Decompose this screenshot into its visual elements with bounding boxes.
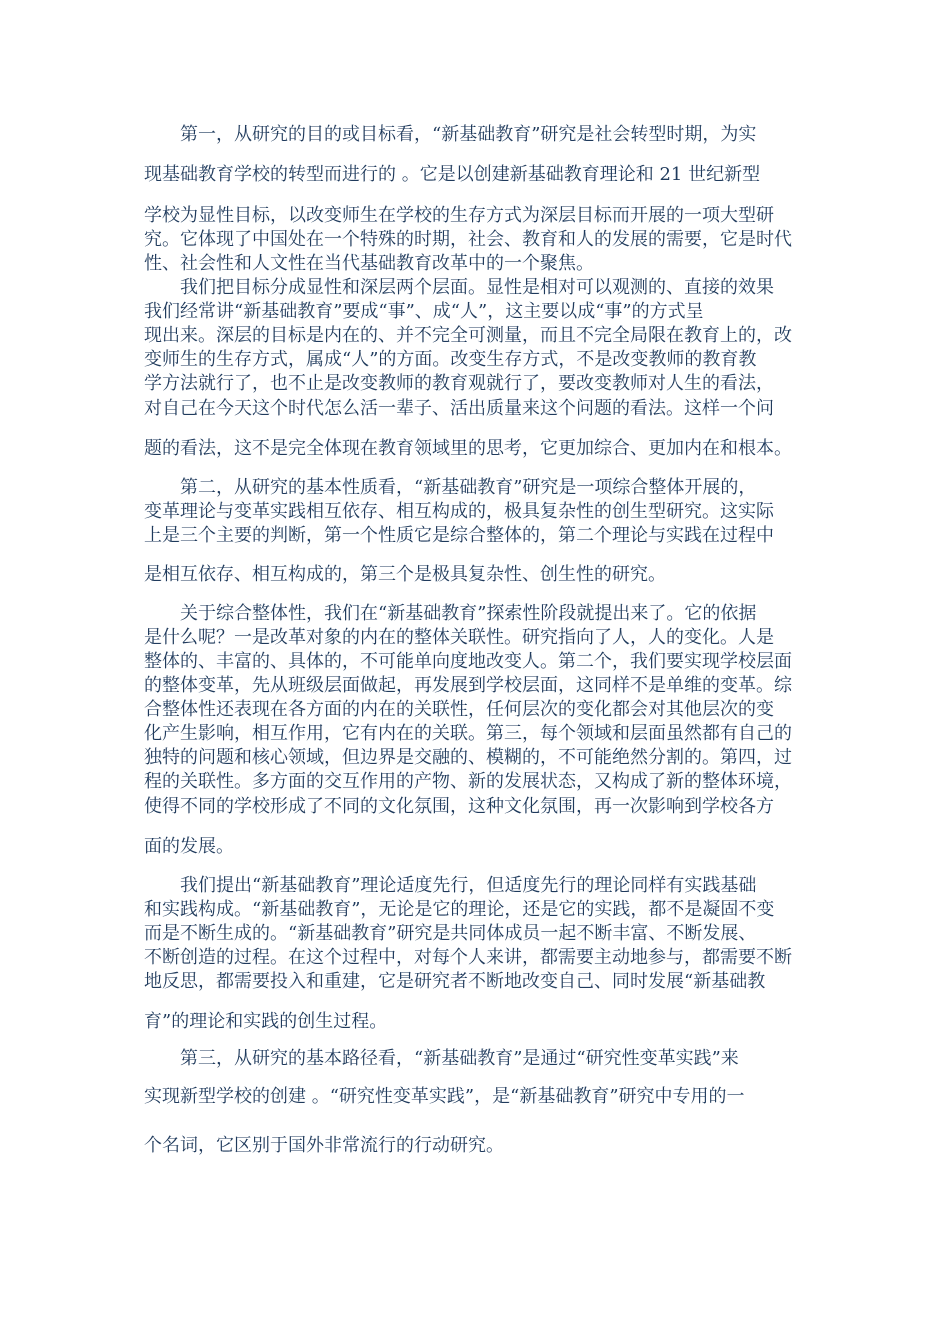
text-line: 个名词，它区别于国外非常流行的行动研究。 — [144, 1135, 504, 1156]
text-line: 关于综合整体性，我们在“新基础教育”探索性阶段就提出来了。它的依据 — [180, 603, 757, 624]
text-line: 地反思，都需要投入和重建，它是研究者不断地改变自己、同时发展“新基础教 — [144, 971, 766, 992]
text-line: 使得不同的学校形成了不同的文化氛围，这种文化氛围，再一次影响到学校各方 — [144, 796, 774, 817]
text-line: 不断创造的过程。在这个过程中，对每个人来讲，都需要主动地参与，都需要不断 — [144, 947, 792, 968]
text-line: 和实践构成。“新基础教育”，无论是它的理论，还是它的实践，都不是凝固不变 — [144, 899, 775, 920]
text-line: 育”的理论和实践的创生过程。 — [144, 1011, 388, 1032]
text-line: 而是不断生成的。“新基础教育”研究是共同体成员一起不断丰富、不断发展、 — [144, 923, 757, 944]
text-line: 题的看法，这不是完全体现在教育领域里的思考，它更加综合、更加内在和根本。 — [144, 438, 792, 459]
text-line: 变师生的生存方式，属成“人”的方面。改变生存方式，不是改变教师的教育教 — [144, 349, 757, 370]
text-line: 我们把目标分成显性和深层两个层面。显性是相对可以观测的、直接的效果 — [180, 277, 774, 298]
text-line: 学校为显性目标，以改变师生在学校的生存方式为深层目标而开展的一项大型研 — [144, 205, 774, 226]
text-line: 学方法就行了，也不止是改变教师的教育观就行了，要改变教师对人生的看法， — [144, 373, 774, 394]
text-line: 性、社会性和人文性在当代基础教育改革中的一个聚焦。 — [144, 253, 594, 274]
text-line: 我们经常讲“新基础教育”要成“事”、成“人”，这主要以成“事”的方式呈 — [144, 301, 704, 322]
text-line: 变革理论与变革实践相互依存、相互构成的，极具复杂性的创生型研究。这实际 — [144, 501, 774, 522]
text-line: 是相互依存、相互构成的，第三个是极具复杂性、创生性的研究。 — [144, 564, 666, 585]
text-line: 的整体变革，先从班级层面做起，再发展到学校层面，这同样不是单维的变革。综 — [144, 675, 792, 696]
text-line: 程的关联性。多方面的交互作用的产物、新的发展状态，又构成了新的整体环境， — [144, 771, 792, 792]
text-line: 实现新型学校的创建 。“研究性变革实践”，是“新基础教育”研究中专用的一 — [144, 1086, 745, 1107]
text-line: 对自己在今天这个时代怎么活一辈子、活出质量来这个问题的看法。这样一个问 — [144, 398, 774, 419]
text-line: 现出来。深层的目标是内在的、并不完全可测量，而且不完全局限在教育上的，改 — [144, 325, 792, 346]
text-line: 化产生影响，相互作用，它有内在的关联。第三，每个领域和层面虽然都有自己的 — [144, 723, 792, 744]
text-line: 第二，从研究的基本性质看，“新基础教育”研究是一项综合整体开展的， — [180, 477, 757, 498]
text-line: 究。它体现了中国处在一个特殊的时期，社会、教育和人的发展的需要，它是时代 — [144, 229, 792, 250]
text-line: 面的发展。 — [144, 836, 234, 857]
text-line: 是什么呢？一是改革对象的内在的整体关联性。研究指向了人，人的变化。人是 — [144, 627, 774, 648]
text-line: 整体的、丰富的、具体的，不可能单向度地改变人。第二个，我们要实现学校层面 — [144, 651, 792, 672]
text-line: 合整体性还表现在各方面的内在的关联性，任何层次的变化都会对其他层次的变 — [144, 699, 774, 720]
text-line: 独特的问题和核心领域，但边界是交融的、模糊的，不可能绝然分割的。第四，过 — [144, 747, 792, 768]
text-line: 现基础教育学校的转型而进行的 。它是以创建新基础教育理论和 21 世纪新型 — [144, 164, 761, 185]
text-line: 我们提出“新基础教育”理论适度先行，但适度先行的理论同样有实践基础 — [180, 875, 757, 896]
text-line: 上是三个主要的判断，第一个性质它是综合整体的，第二个理论与实践在过程中 — [144, 525, 774, 546]
text-line: 第三，从研究的基本路径看，“新基础教育”是通过“研究性变革实践”来 — [180, 1048, 739, 1069]
text-line: 第一，从研究的目的或目标看，“新基础教育”研究是社会转型时期，为实 — [180, 124, 757, 145]
